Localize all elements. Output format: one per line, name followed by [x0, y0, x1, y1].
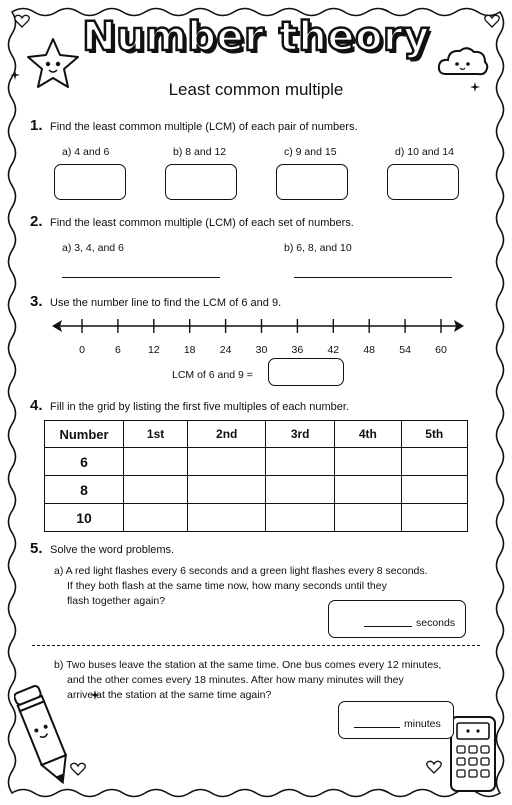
table-row [45, 448, 468, 476]
number-line [50, 316, 466, 340]
unit-label: seconds [416, 617, 456, 629]
question-text: Use the number line to find the LCM of 6 and 9. [50, 297, 282, 309]
item-label: b) 8 and 12 [173, 146, 227, 158]
item-label: b) 6, 8, and 10 [284, 242, 352, 254]
answer-box[interactable] [387, 164, 459, 200]
answer-cell[interactable] [188, 504, 266, 532]
answer-cell[interactable] [124, 448, 188, 476]
answer-cell[interactable] [335, 448, 401, 476]
answer-line[interactable] [364, 626, 412, 627]
question-text: Solve the word problems. [50, 544, 175, 556]
tick-label: 36 [291, 344, 304, 356]
question-text: Find the least common multiple (LCM) of each pair of numbers. [50, 121, 358, 133]
answer-box[interactable] [54, 164, 126, 200]
item-label: a) 3, 4, and 6 [62, 242, 124, 254]
question-number: 1. [30, 117, 43, 134]
word-problem-a-line: a) A red light flashes every 6 seconds and a green light flashes every 8 seconds. [54, 565, 428, 577]
row-header: 8 [45, 476, 124, 504]
column-header: 2nd [188, 421, 266, 448]
row-header: 10 [45, 504, 124, 532]
column-header: 5th [401, 421, 467, 448]
answer-cell[interactable] [401, 504, 467, 532]
page-subtitle: Least common multiple [168, 80, 344, 99]
answer-cell[interactable] [335, 504, 401, 532]
answer-cell[interactable] [124, 504, 188, 532]
tick-label: 54 [399, 344, 411, 356]
answer-cell[interactable] [266, 448, 335, 476]
answer-cell[interactable] [266, 476, 335, 504]
answer-box[interactable] [268, 358, 344, 386]
column-header: Number [45, 421, 124, 448]
answer-cell[interactable] [124, 476, 188, 504]
tick-label: 6 [114, 344, 121, 356]
divider [32, 645, 480, 646]
answer-cell[interactable] [401, 476, 467, 504]
answer-box[interactable] [276, 164, 348, 200]
word-problem-b-line: and the other comes every 18 minutes. After how many minutes will they [67, 674, 404, 686]
table-header-row [45, 421, 468, 448]
column-header: 4th [335, 421, 401, 448]
question-number: 3. [30, 293, 43, 310]
column-header: 3rd [266, 421, 335, 448]
question-number: 2. [30, 213, 43, 230]
pencil-icon [14, 680, 74, 792]
tick-label: 12 [147, 344, 160, 356]
unit-label: minutes [404, 718, 441, 730]
item-label: c) 9 and 15 [284, 146, 337, 158]
question-text: Fill in the grid by listing the first five multiples of each number. [50, 401, 349, 413]
tick-label: 30 [255, 344, 268, 356]
multiples-grid [44, 420, 468, 532]
row-header: 6 [45, 448, 124, 476]
answer-cell[interactable] [188, 476, 266, 504]
answer-cell[interactable] [401, 448, 467, 476]
word-problem-a-line: If they both flash at the same time now, how many seconds until they [67, 580, 387, 592]
answer-box[interactable] [165, 164, 237, 200]
page-title: Number theory [82, 14, 430, 60]
calculator-icon [448, 714, 498, 794]
answer-line[interactable] [354, 727, 400, 728]
answer-cell[interactable] [188, 448, 266, 476]
tick-label: 24 [219, 344, 232, 356]
lcm-label: LCM of 6 and 9 = [172, 369, 253, 381]
tick-label: 18 [183, 344, 196, 356]
tick-label: 48 [363, 344, 376, 356]
word-problem-b-line: b) Two buses leave the station at the same time. One bus comes every 12 minutes, [54, 659, 442, 671]
question-number: 5. [30, 540, 43, 557]
tick-label: 42 [327, 344, 340, 356]
table-row [45, 504, 468, 532]
column-header: 1st [124, 421, 188, 448]
answer-line[interactable] [294, 277, 452, 278]
question-text: Find the least common multiple (LCM) of each set of numbers. [50, 217, 354, 229]
word-problem-a-line: flash together again? [67, 595, 166, 607]
tick-label: 60 [435, 344, 447, 356]
table-row [45, 476, 468, 504]
answer-cell[interactable] [335, 476, 401, 504]
sparkle-icon [10, 70, 20, 80]
tick-label: 0 [79, 344, 85, 356]
item-label: d) 10 and 14 [395, 146, 454, 158]
word-problem-b-line: arrive at the station at the same time again? [67, 689, 272, 701]
heart-icon [426, 760, 442, 774]
answer-cell[interactable] [266, 504, 335, 532]
answer-line[interactable] [62, 277, 220, 278]
item-label: a) 4 and 6 [62, 146, 110, 158]
question-number: 4. [30, 397, 43, 414]
